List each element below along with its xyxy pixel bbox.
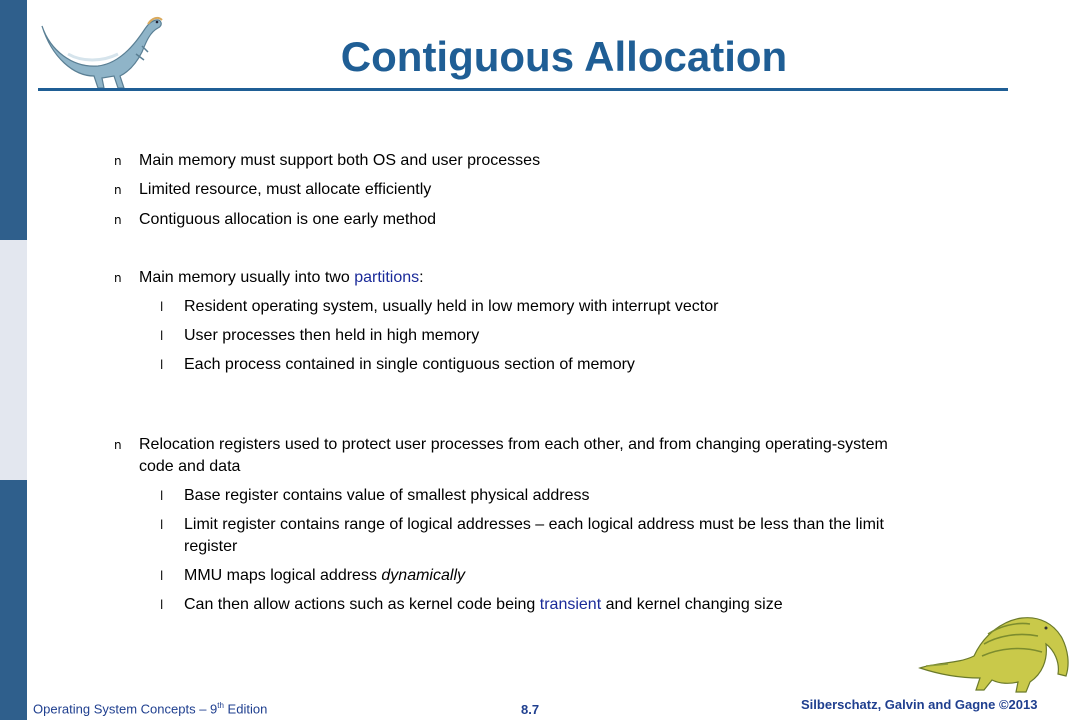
emphasis-term: dynamically bbox=[381, 567, 465, 584]
bullet-text: Main memory must support both OS and user processes bbox=[139, 152, 541, 169]
bullet-marker: n bbox=[114, 438, 122, 452]
bullet-text-part: Main memory usually into two bbox=[139, 269, 355, 286]
highlight-term: transient bbox=[539, 596, 602, 613]
sub-bullet-text: Limit register contains range of logical addresses – each logical address must be less than the limit bbox=[184, 516, 884, 533]
footer-text: Operating System Concepts – 9 bbox=[33, 701, 218, 717]
bullet-text: Contiguous allocation is one early method bbox=[139, 211, 437, 228]
sub-bullet-text bbox=[184, 594, 783, 616]
bullet-text-part: and kernel changing size bbox=[601, 596, 783, 613]
slide-title: Contiguous Allocation bbox=[340, 33, 788, 80]
sidebar-stripe bbox=[0, 0, 27, 720]
footer-text: Edition bbox=[223, 701, 268, 717]
bullet-text-part: : bbox=[419, 269, 424, 286]
sub-bullet-text bbox=[184, 565, 465, 587]
bullet-text-part: MMU maps logical address bbox=[184, 567, 382, 584]
footer-copyright: Silberschatz, Galvin and Gagne ©2013 bbox=[801, 697, 1038, 712]
sub-bullet-marker: l bbox=[160, 598, 164, 612]
dinosaur-bottom-icon bbox=[918, 604, 1074, 696]
sub-bullet-marker: l bbox=[160, 489, 164, 503]
sidebar-segment bbox=[0, 240, 27, 480]
sub-bullet-marker: l bbox=[160, 569, 164, 583]
bullet-marker: n bbox=[114, 213, 122, 227]
sub-bullet-marker: l bbox=[160, 358, 164, 372]
bullet-text-part: Can then allow actions such as kernel code being bbox=[184, 596, 540, 613]
bullet-marker: n bbox=[114, 271, 122, 285]
bullet-text: Limited resource, must allocate efficiently bbox=[139, 181, 432, 198]
footer-superscript: th bbox=[217, 701, 224, 710]
footer-page-number: 8.7 bbox=[521, 702, 540, 717]
bullet-text bbox=[139, 267, 424, 289]
sub-bullet-text: register bbox=[184, 538, 238, 555]
sub-bullet-text: Base register contains value of smallest physical address bbox=[184, 487, 590, 504]
sub-bullet-marker: l bbox=[160, 300, 164, 314]
sub-bullet-marker: l bbox=[160, 329, 164, 343]
highlight-term: partitions bbox=[354, 269, 420, 286]
sub-bullet-marker: l bbox=[160, 518, 164, 532]
sub-bullet-text: User processes then held in high memory bbox=[184, 327, 480, 344]
sub-bullet-text: Each process contained in single contiguous section of memory bbox=[184, 356, 635, 373]
bullet-marker: n bbox=[114, 183, 122, 197]
footer-book-title bbox=[33, 701, 267, 716]
sub-bullet-text: Resident operating system, usually held in low memory with interrupt vector bbox=[184, 298, 719, 315]
sidebar-segment bbox=[0, 480, 27, 720]
title-rule bbox=[38, 88, 1008, 91]
bullet-text: code and data bbox=[139, 458, 241, 475]
bullet-marker: n bbox=[114, 154, 122, 168]
bullet-text: Relocation registers used to protect user processes from each other, and from changing operating-system bbox=[139, 436, 888, 453]
